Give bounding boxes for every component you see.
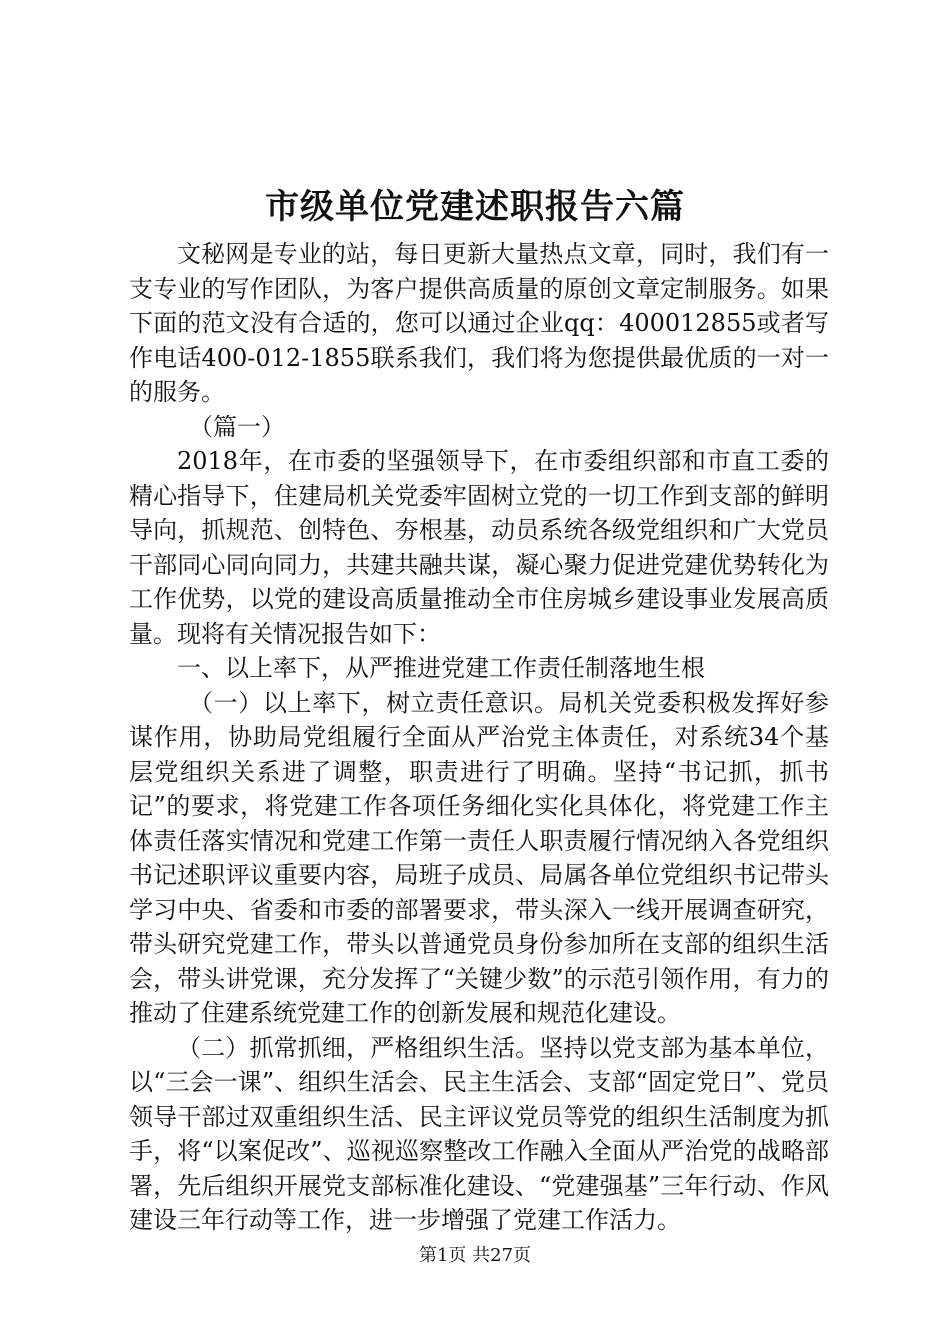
- body-paragraph: 2018年，在市委的坚强领导下，在市委组织部和市直工委的精心指导下，住建局机关党委牢固树立党的一切工作到支部的鲜明导向，抓规范、创特色、夯根基，动员系统各级党组织和广大党员干部同心同向同力，共建共融共谋，凝心聚力促进党建优势转化为工作优势，以党的建设高质量推动全市住房城乡建设事业发展高质量。现将有关情况报告如下：: [129, 447, 829, 648]
- document-title: 市级单位党建述职报告六篇: [265, 187, 685, 227]
- document-body: [129, 237, 829, 1238]
- body-paragraph: （一）以上率下，树立责任意识。局机关党委积极发挥好参谋作用，协助局党组履行全面从严治党主体责任，对系统34个基层党组织关系进了调整，职责进行了明确。坚持“书记抓，抓书记”的要求，将党建工作各项任务细化实化具体化，将党建工作主体责任落实情况和党建工作第一责任人职责履行情况纳入各党组织书记述职评议重要内容，局班子成员、局属各单位党组织书记带头学习中央、省委和市委的部署要求，带头深入一线开展调查研究，带头研究党建工作，带头以普通党员身份参加所在支部的组织生活会，带头讲党课，充分发挥了“关键少数”的示范引领作用，有力的推动了住建系统党建工作的创新发展和规范化建设。: [129, 688, 829, 1027]
- page-footer: 第1页 共27页: [418, 1245, 532, 1266]
- section-heading: 一、以上率下，从严推进党建工作责任制落地生根: [177, 654, 705, 682]
- intro-paragraph: 文秘网是专业的站，每日更新大量热点文章，同时，我们有一支专业的写作团队，为客户提供高质量的原创文章定制服务。如果下面的范文没有合适的，您可以通过企业qq：400012855或者写作电话400-012-1855联系我们，我们将为您提供最优质的一对一的服务。: [129, 240, 829, 406]
- body-paragraph: （二）抓常抓细，严格组织生活。坚持以党支部为基本单位，以“三会一课”、组织生活会、民主生活会、支部“固定党日”、党员领导干部过双重组织生活、民主评议党员等党的组织生活制度为抓手，将“以案促改”、巡视巡察整改工作融入全面从严治党的战略部署，先后组织开展党支部标准化建设、“党建强基”三年行动、作风建设三年行动等工作，进一步增强了党建工作活力。: [129, 1033, 829, 1234]
- section-heading-part-one: （篇一）: [189, 412, 285, 441]
